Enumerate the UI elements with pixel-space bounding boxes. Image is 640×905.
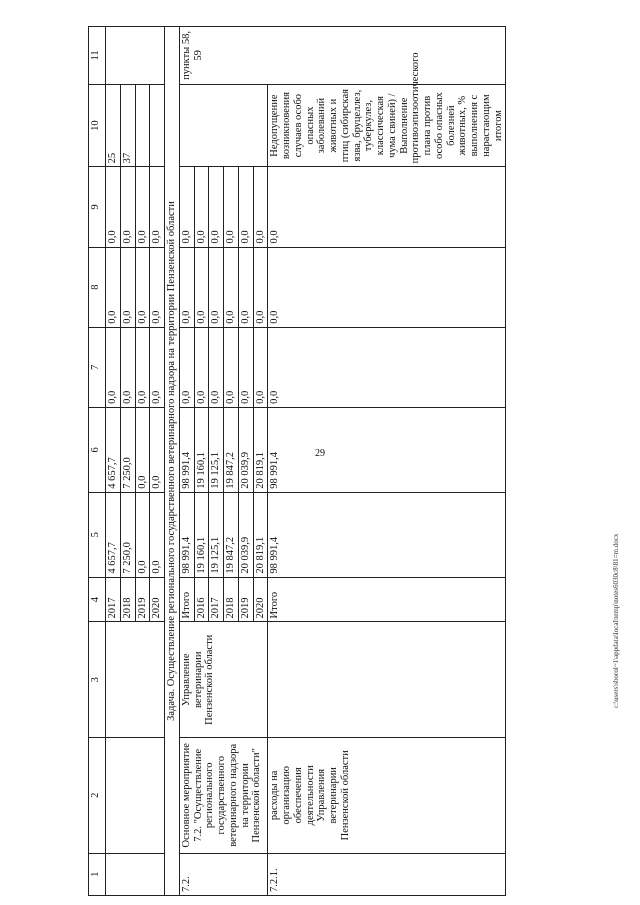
value-cell: 19 160,1 <box>194 492 209 577</box>
task-title: Задача. Осуществление регионального государственного ветеринарного надзора на территории Пензенской области <box>165 27 180 896</box>
empty-cell <box>179 84 268 167</box>
value-cell: 98 991,4 <box>179 492 194 577</box>
page-number: 29 <box>315 448 325 459</box>
value-cell: 98 991,4 <box>268 407 506 492</box>
year-cell: 2020 <box>253 577 268 622</box>
value-cell: 4 657,7 <box>106 407 121 492</box>
footer-path-wrapper <box>612 533 622 718</box>
col-header: 2 <box>89 738 106 854</box>
empty-cell <box>106 27 165 85</box>
value-cell: 0,0 <box>150 247 165 327</box>
value-cell: 0,0 <box>238 167 253 247</box>
value-cell: 0,0 <box>179 327 194 407</box>
value-cell: 0,0 <box>135 167 150 247</box>
table-row <box>268 27 506 896</box>
empty-cell <box>106 622 165 738</box>
value-cell: 0,0 <box>106 247 121 327</box>
footer-path: c:\users\sborol~1\appdata\local\temp\notes6030c8\81=m.docx <box>612 533 620 708</box>
empty-cell <box>106 853 165 895</box>
value-cell: 7 250,0 <box>120 492 135 577</box>
col-header: 5 <box>89 492 106 577</box>
indicator-value: 25 <box>106 84 121 167</box>
value-cell: 0,0 <box>268 327 506 407</box>
col-header: 10 <box>89 84 106 167</box>
year-cell: 2016 <box>194 577 209 622</box>
value-cell: 98 991,4 <box>179 407 194 492</box>
row-number: 7.2.1. <box>268 853 506 895</box>
col-header: 1 <box>89 853 106 895</box>
value-cell: 4 657,7 <box>106 492 121 577</box>
value-cell: 0,0 <box>209 247 224 327</box>
year-cell: 2020 <box>150 577 165 622</box>
year-cell: 2018 <box>120 577 135 622</box>
value-cell: 0,0 <box>253 327 268 407</box>
col-header: 8 <box>89 247 106 327</box>
value-cell: 0,0 <box>253 167 268 247</box>
value-cell: 0,0 <box>106 167 121 247</box>
value-cell: 0,0 <box>135 492 150 577</box>
col-header: 4 <box>89 577 106 622</box>
value-cell: 0,0 <box>179 247 194 327</box>
header-row <box>89 27 106 896</box>
value-cell: 0,0 <box>120 167 135 247</box>
value-cell: 0,0 <box>135 407 150 492</box>
col-header: 7 <box>89 327 106 407</box>
value-cell: 0,0 <box>150 407 165 492</box>
value-cell: 0,0 <box>238 247 253 327</box>
col-header: 6 <box>89 407 106 492</box>
value-cell: 0,0 <box>150 167 165 247</box>
value-cell: 0,0 <box>194 247 209 327</box>
value-cell: 0,0 <box>268 247 506 327</box>
value-cell: 0,0 <box>194 167 209 247</box>
year-cell: 2017 <box>106 577 121 622</box>
value-cell: 0,0 <box>106 327 121 407</box>
value-cell: 0,0 <box>135 327 150 407</box>
reference-points: пункты 58, 59 <box>179 27 506 85</box>
value-cell: 20 819,1 <box>253 492 268 577</box>
value-cell: 20 819,1 <box>253 407 268 492</box>
value-cell: 0,0 <box>238 327 253 407</box>
empty-cell <box>106 738 165 854</box>
year-cell: 2019 <box>135 577 150 622</box>
value-cell: 0,0 <box>150 492 165 577</box>
value-cell: 0,0 <box>135 247 150 327</box>
year-cell: 2019 <box>238 577 253 622</box>
value-cell: 0,0 <box>224 247 239 327</box>
value-cell: 19 125,1 <box>209 492 224 577</box>
value-cell: 19 847,2 <box>224 492 239 577</box>
table-row <box>179 27 194 896</box>
value-cell: 0,0 <box>268 167 506 247</box>
value-cell: 0,0 <box>253 247 268 327</box>
value-cell: 7 250,0 <box>120 407 135 492</box>
empty-cell <box>268 622 506 738</box>
value-cell: 0,0 <box>194 327 209 407</box>
value-cell: 0,0 <box>179 167 194 247</box>
year-cell: Итого <box>179 577 194 622</box>
col-header: 3 <box>89 622 106 738</box>
row-number: 7.2. <box>179 853 268 895</box>
rotated-table-area <box>88 26 580 896</box>
col-header: 9 <box>89 167 106 247</box>
program-table <box>88 26 506 896</box>
value-cell: 0,0 <box>150 327 165 407</box>
value-cell: 20 039,9 <box>238 407 253 492</box>
measure-name: расходы на организацию обеспечения деятельности Управления ветеринарии Пензенской области <box>268 738 506 854</box>
value-cell: 0,0 <box>224 327 239 407</box>
indicator-value <box>135 84 150 167</box>
indicator-value: 37 <box>120 84 135 167</box>
year-cell: 2017 <box>209 577 224 622</box>
col-header: 11 <box>89 27 106 85</box>
year-cell: Итого <box>268 577 506 622</box>
value-cell: 19 125,1 <box>209 407 224 492</box>
indicator-description: Недопущение возникновения случаев особо опасных заболеваний животных и птиц (сибирская язва, бруцеллез, туберкулез, классическая чума свиней) / Выполнение противоэпизоотического плана против особо опасных болезней животных, % выполнения с нарастающим итогом <box>268 84 506 167</box>
value-cell: 19 160,1 <box>194 407 209 492</box>
measure-name: Основное мероприятие 7.2. "Осуществление регионального государственного ветеринарного надзора на территории Пензенской области" <box>179 738 268 854</box>
value-cell: 19 847,2 <box>224 407 239 492</box>
value-cell: 20 039,9 <box>238 492 253 577</box>
task-row <box>165 27 180 896</box>
executor: Управление ветеринарии Пензенской области <box>179 622 268 738</box>
table-row <box>106 27 121 896</box>
value-cell: 0,0 <box>120 327 135 407</box>
value-cell: 0,0 <box>209 167 224 247</box>
value-cell: 0,0 <box>224 167 239 247</box>
value-cell: 0,0 <box>209 327 224 407</box>
year-cell: 2018 <box>224 577 239 622</box>
indicator-value <box>150 84 165 167</box>
value-cell: 0,0 <box>120 247 135 327</box>
value-cell: 98 991,4 <box>268 492 506 577</box>
